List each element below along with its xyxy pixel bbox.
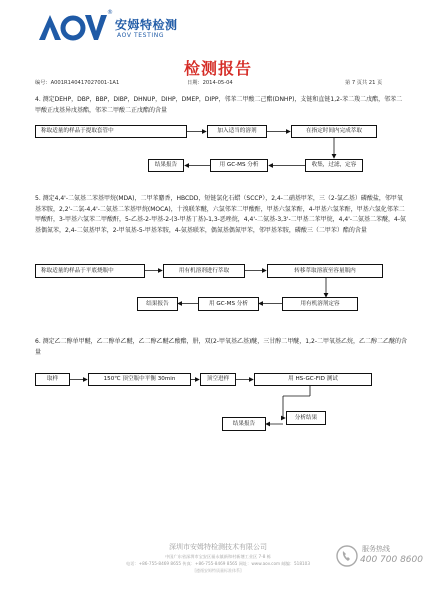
- footer-address: 中国广东省深圳市宝安区福永镇新和村新塘工业区 7-8 栋: [165, 554, 271, 559]
- s4-step-5: 用 GC-MS 分析: [210, 159, 268, 172]
- brand-en: AOV TESTING: [117, 32, 165, 39]
- s6-step-2: 150℃ 顶空瓶中平衡 30min: [88, 373, 191, 386]
- s5-step-1: 称取适量的样品于平底烧瓶中: [35, 264, 145, 278]
- s4-step-6: 结果报告: [148, 159, 184, 172]
- aov-logo-icon: [37, 12, 107, 42]
- phone-icon: [336, 545, 358, 567]
- report-date: 日期：2014-05-04: [187, 80, 233, 86]
- hotline-label: 服务热线: [362, 545, 390, 553]
- s5-step-3: 转移萃取溶液至容量瓶内: [267, 264, 383, 278]
- s6-step-1: 取样: [35, 373, 70, 386]
- s4-step-2: 加入适当的溶剂: [207, 125, 267, 138]
- company-logo: [37, 6, 197, 44]
- s4-step-1: 称取适量的样品于提取套管中: [35, 125, 187, 138]
- s5-step-5: 用 GC-MS 分析: [198, 297, 259, 311]
- footer-contact: 电话：+86-755-8469 8655 传真：+86-755-8469 8565 网址：www.aov.com 邮编：518103: [126, 561, 310, 566]
- brand-cn: 安姆特检测: [115, 18, 178, 32]
- footer-company: 深圳市安姆特检测技术有限公司: [169, 543, 267, 551]
- s5-step-2: 用有机溶剂进行萃取: [163, 264, 245, 278]
- section-5-text: 5. 测定4,4'-二氨基二苯基甲烷(MDA)，二甲苯麝香，HBCDD，短链氯化石蜡（SCCP），2,4-二硝基甲苯，三（2-氯乙基）磷酸盐，邻甲氧基苯胺，2,2'-二氯-4,4'-二氨基二苯基甲烷(MOCA)，十溴联苯醚，六氯邻苯二甲酸酐，甲基六氢苯酐，4-甲基六氢苯酐，甲基六氢化邻苯二甲酸酐，3-甲基六氢苯二甲酸酐，5-乙基-2-甲基-2-(3-甲基丁基)-1,3-恶唑烷，4,4'-二氨基-3,3'-二甲基二苯甲烷，4,4'-二氨基二苯醚，4-氨基偶氮苯，2,4-二氨基甲苯，2-甲氧基-5-甲基苯胺，4-氨基联苯，偶氮基偶氮甲苯，邻甲基苯胺，磷酸三（二甲苯）酯的含量: [35, 195, 407, 234]
- s6-step-4: 用 HS-GC-FID 测试: [254, 373, 372, 386]
- s6-step-5: 分析结果: [286, 411, 326, 425]
- report-number: 编号：A001R14041702700​1-1A1: [35, 80, 120, 86]
- s6-step-3: 顶空进样: [200, 373, 236, 386]
- section-6-text: 6. 测定乙二醇单甲醚，乙二醇单乙醚，乙二醇乙醚乙酸酯，肼，双(2-甲氧基乙基)醚，三甘醇二甲醚，1,2-二甲氧基乙烷，乙二醇二乙醚的含量: [35, 338, 408, 356]
- hotline-number: 400 700 8600: [360, 555, 423, 565]
- s6-step-6: 结果报告: [222, 417, 266, 431]
- s5-step-4: 用有机溶剂定容: [282, 297, 358, 311]
- s5-step-6: 结果报告: [137, 297, 178, 311]
- page-number: 第 7 页共 21 页: [345, 80, 383, 86]
- report-title: 检测报告: [183, 59, 252, 78]
- section-4-text: 4. 测定DEHP，DBP，BBP，DIBP，DHNUP，DIHP，DMEP，DIPP，邻苯二甲酸二己酯(DNHP)，支链和直链1,2-苯二羧二戊酯，邻苯二甲酸正戊基异戊基酯，邻苯二甲酸二正戊酯的含量: [35, 96, 403, 114]
- hotline-badge: [336, 542, 426, 572]
- footer-note: [遵循安姆特质量标准体系]: [194, 568, 242, 573]
- s4-step-3: 在指定时间内完成萃取: [291, 125, 377, 138]
- s4-step-4: 收集，过滤，定容: [305, 159, 363, 172]
- registered-mark: ®: [107, 9, 113, 16]
